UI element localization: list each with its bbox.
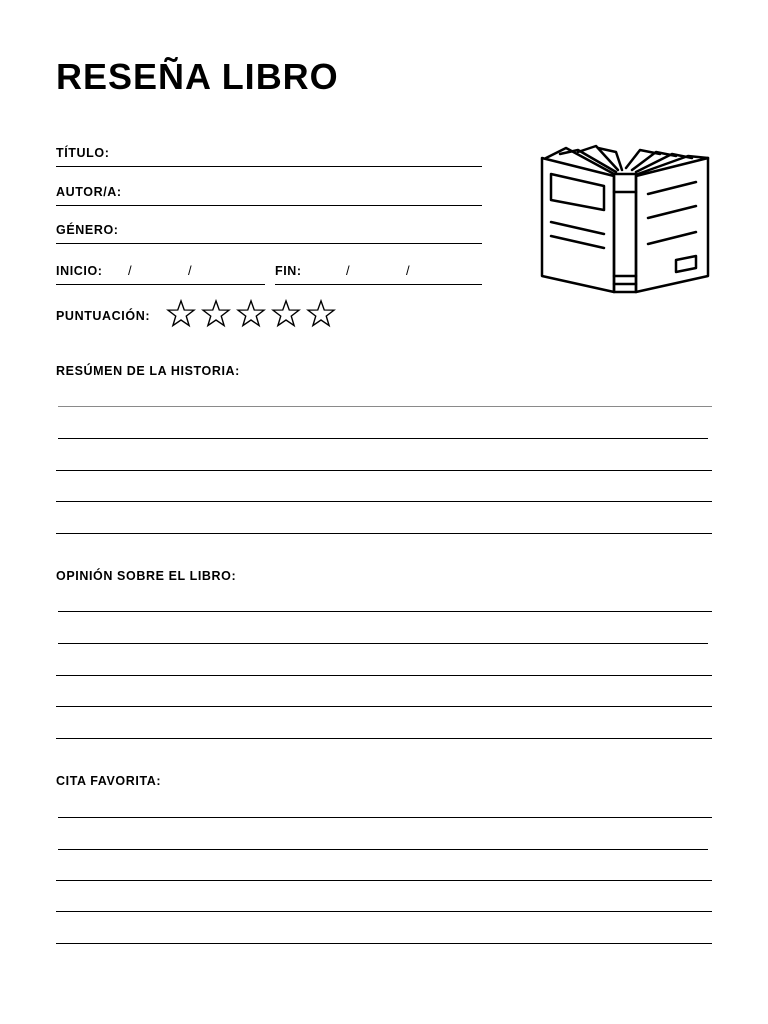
- star-icon[interactable]: [166, 298, 196, 330]
- opinion-line[interactable]: [56, 675, 712, 676]
- genero-field[interactable]: [56, 243, 482, 244]
- puntuacion-label: PUNTUACIÓN:: [56, 309, 151, 323]
- cita-line[interactable]: [56, 943, 712, 944]
- fin-slash-1: /: [346, 263, 350, 278]
- resumen-line[interactable]: [56, 470, 712, 471]
- resumen-heading: RESÚMEN DE LA HISTORIA:: [56, 364, 240, 378]
- resumen-line[interactable]: [56, 501, 712, 502]
- star-icon[interactable]: [236, 298, 266, 330]
- rating-stars: [166, 298, 336, 330]
- inicio-field[interactable]: [56, 284, 265, 285]
- cita-line[interactable]: [56, 880, 712, 881]
- star-icon[interactable]: [306, 298, 336, 330]
- resumen-line[interactable]: [58, 438, 708, 439]
- autor-field[interactable]: [56, 205, 482, 206]
- cita-heading: CITA FAVORITA:: [56, 774, 162, 788]
- resumen-line[interactable]: [58, 406, 712, 407]
- cita-line[interactable]: [56, 911, 712, 912]
- opinion-heading: OPINIÓN SOBRE EL LIBRO:: [56, 569, 237, 583]
- star-icon[interactable]: [271, 298, 301, 330]
- cita-line[interactable]: [58, 849, 708, 850]
- inicio-slash-2: /: [188, 263, 192, 278]
- fin-field[interactable]: [275, 284, 482, 285]
- opinion-line[interactable]: [56, 706, 712, 707]
- titulo-label: TÍTULO:: [56, 146, 110, 160]
- open-book-icon: [538, 144, 714, 296]
- fin-slash-2: /: [406, 263, 410, 278]
- opinion-line[interactable]: [56, 738, 712, 739]
- autor-label: AUTOR/A:: [56, 185, 122, 199]
- inicio-slash-1: /: [128, 263, 132, 278]
- titulo-field[interactable]: [56, 166, 482, 167]
- page-title: RESEÑA LIBRO: [56, 56, 339, 97]
- star-icon[interactable]: [201, 298, 231, 330]
- inicio-label: INICIO:: [56, 264, 103, 278]
- fin-label: FIN:: [275, 264, 302, 278]
- cita-line[interactable]: [58, 817, 712, 818]
- genero-label: GÉNERO:: [56, 223, 119, 237]
- opinion-line[interactable]: [58, 643, 708, 644]
- resumen-line[interactable]: [56, 533, 712, 534]
- opinion-line[interactable]: [58, 611, 712, 612]
